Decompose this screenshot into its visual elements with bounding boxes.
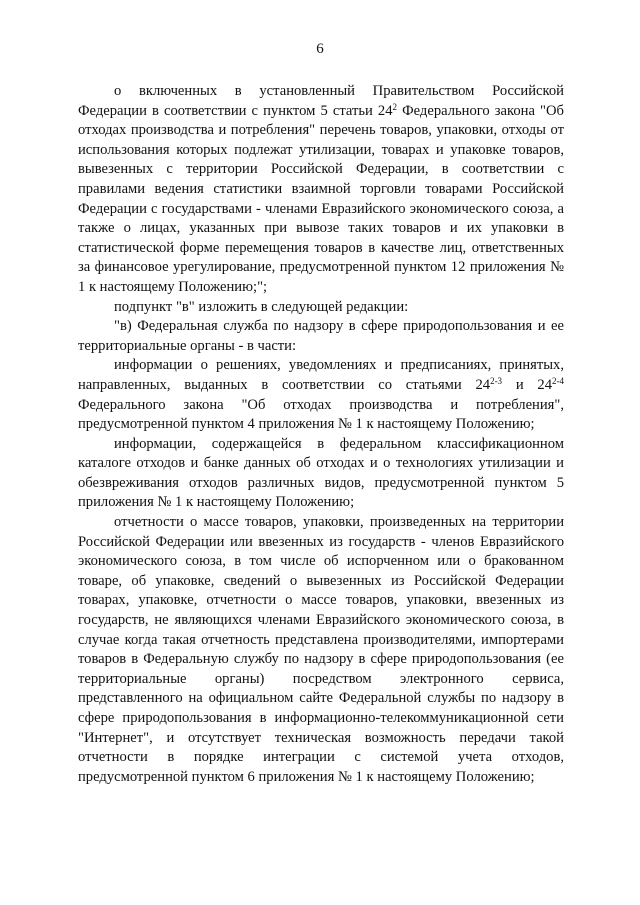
paragraph-decisions-info: [78, 356, 564, 434]
text-run: Федерального закона "Об отходах производства и потребления", предусмотренной пунктом 4 приложения № 1 к настоящему Положению;: [78, 396, 564, 433]
page-number: 6: [316, 41, 324, 57]
paragraph-reporting: отчетности о массе товаров, упаковки, произведенных на территории Российской Федерации или ввезенных из государств - членов Евразийского экономического союза, в том числе об испорченном или о бракованном товаре, об упаковке, сведений о вывезенных из Российской Федерации товарах, упаковке, отчетности о массе товаров, упаковки, ввезенных из государств, не являющихся членами Евразийского экономического союза, в случае когда такая отчетность представлена производителями, импортерами товаров в Федеральную службу по надзору в сфере природопользования (ее территориальные органы) посредством электронного сервиса, представленного на официальном сайте Федеральной службы по надзору в сфере природопользования в информационно-телекоммуникационной сети "Интернет", и отсутствует техническая возможность передачи такой отчетности в порядке интеграции с системой учета отходов, предусмотренной пунктом 6 приложения № 1 к настоящему Положению;: [78, 514, 564, 785]
text-run: информации о решениях, уведомлениях и предписаниях, принятых, направленных, выданных в соответствии со статьями 24: [78, 357, 564, 393]
paragraph-federal-service: "в) Федеральная служба по надзору в сфере природопользования и ее территориальные органы - в части:: [78, 318, 564, 354]
paragraph-waste-catalog: информации, содержащейся в федеральном классификационном каталоге отходов и банке данных об отходах и о технологиях утилизации и обезвреживания отходов различных видов, предусмотренной пунктом 5 приложения № 1 к настоящему Положению;: [78, 435, 564, 511]
superscript: 2-4: [552, 375, 564, 386]
text-run: и 24: [502, 376, 552, 393]
paragraph-recycling-goods: [78, 82, 564, 298]
superscript: 2: [392, 101, 398, 112]
text-run: Федерального закона "Об отходах производства и потребления" перечень товаров, упаковки, отходы от использования которых подлежат утилизации, товарах и упаковке товаров, вывезенных с территории Российской Федерации, в соответствии с правилами ведения статистики взаимной торговли товарами Российской Федерации с государствами - членами Евразийского экономического союза, а также о лицах, указанных при вывозе таких товаров и их упаковки в статистической форме перемещения товаров в качестве лиц, ответственных за финансовое урегулирование, предусмотренной пунктом 12 приложения № 1 к настоящему Положению;";: [78, 102, 564, 295]
paragraph-subclause-intro: подпункт "в" изложить в следующей редакции:: [114, 298, 409, 315]
superscript: 2-3: [490, 375, 503, 386]
document-body: [78, 82, 564, 787]
text-run: о включенных в установленный Правительством Российской Федерации в соответствии с пунктом 5 статьи 24: [78, 83, 564, 119]
